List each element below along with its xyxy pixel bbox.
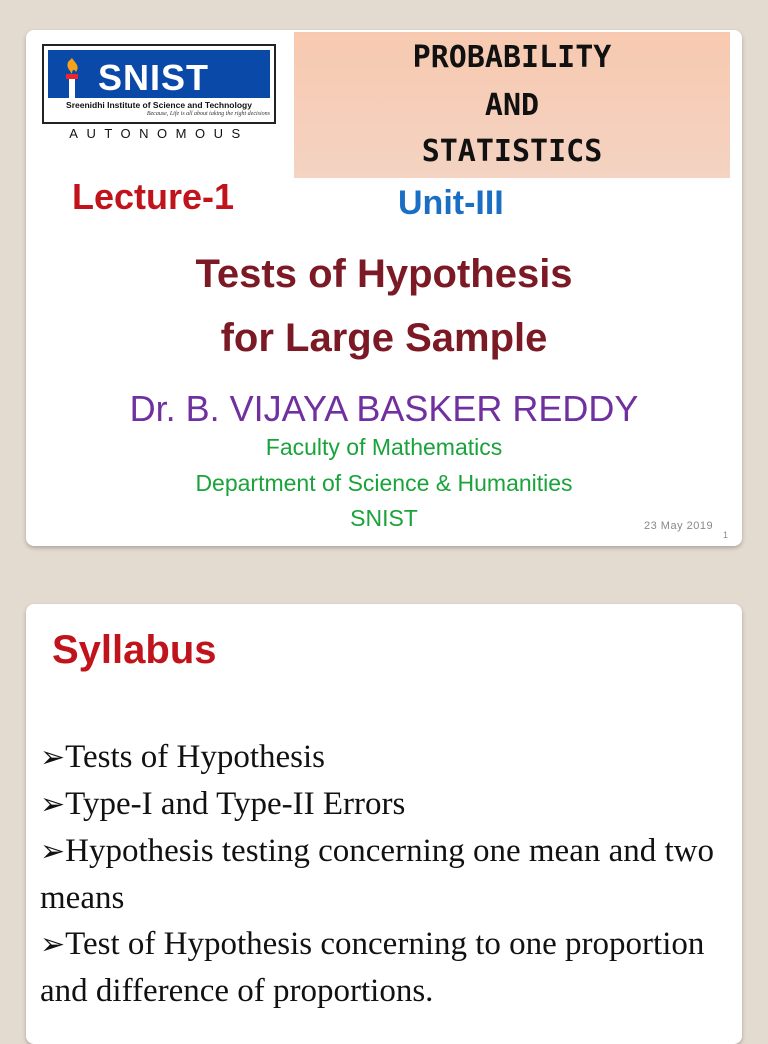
list-item-text: Type-I and Type-II Errors [65,786,406,822]
logo-autonomous: AUTONOMOUS [69,126,249,141]
affiliation-line: Faculty of Mathematics [265,434,503,460]
slide-title-line: Tests of Hypothesis [195,252,573,296]
slide-title-line: for Large Sample [220,316,548,360]
logo-name: SNIST [98,57,210,98]
torch-icon [54,54,90,102]
list-item [40,734,730,781]
snist-logo [42,44,282,144]
logo-tagline: Because, Life is all about taking the right decisions [146,111,270,117]
list-item-text: Hypothesis testing concerning one mean and two means [40,833,714,916]
lecture-label: Lecture-1 [72,176,235,217]
logo-frame [42,44,276,124]
subject-line: STATISTICS [421,134,603,169]
unit-label: Unit-III [398,184,504,222]
author-name: Dr. B. VIJAYA BASKER REDDY [129,388,639,429]
affiliation-line: Department of Science & Humanities [195,470,573,496]
list-item [40,828,730,921]
logo-banner [48,50,270,98]
list-item [40,921,730,1014]
logo-institute-name: Sreenidhi Institute of Science and Technology [66,100,252,110]
slide-date: 23 May 2019 [644,520,714,532]
arrow-bullet-icon: ➢ [40,741,66,774]
arrow-bullet-icon: ➢ [40,928,66,961]
subject-line: PROBABILITY [412,40,612,75]
syllabus-list [40,734,730,1014]
affiliation-line: SNIST [350,505,418,531]
syllabus-slide [26,604,742,1044]
arrow-bullet-icon: ➢ [40,788,66,821]
slide-number: 1 [723,530,729,540]
list-item [40,781,730,828]
list-item-text: Test of Hypothesis concerning to one proportion and difference of proportions. [40,926,705,1009]
list-item-text: Tests of Hypothesis [65,739,325,775]
subject-line: AND [484,88,540,123]
arrow-bullet-icon: ➢ [40,835,66,868]
title-slide [26,30,742,546]
syllabus-title: Syllabus [52,628,217,672]
subject-banner [294,32,730,178]
